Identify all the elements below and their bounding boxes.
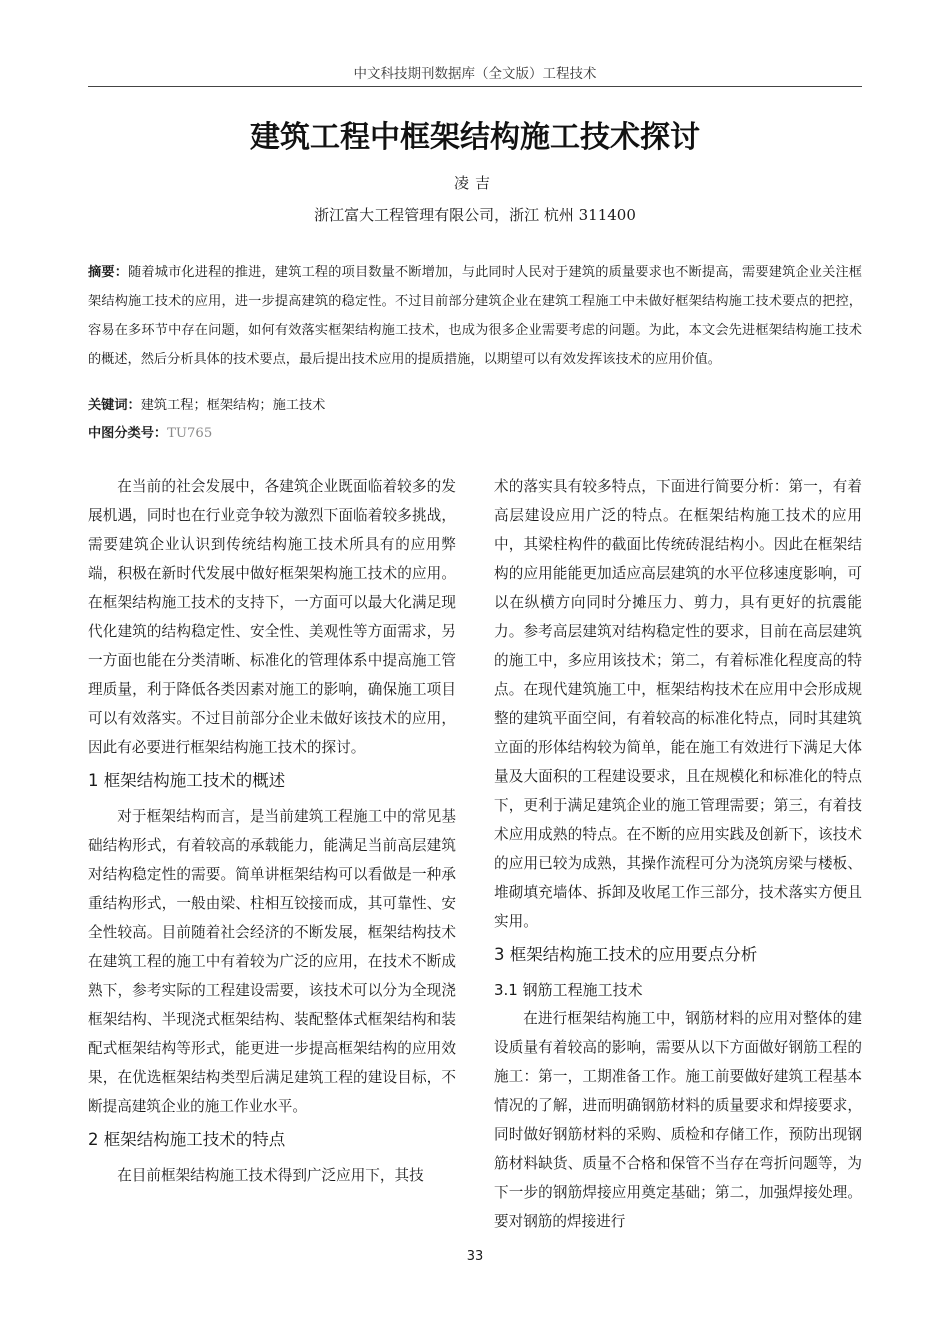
section-2-paragraph-cont: 术的落实具有较多特点，下面进行简要分析：第一，有着高层建设应用广泛的特点。在框架结构施工技术的应用中，其梁柱构件的截面比传统砖混结构小。因此在框架结构的应用能能更加适应高层建筑的水平位移速度影响，可以在纵横方向同时分摊压力、剪力，具有更好的抗震能力。参考高层建筑对结构稳定性的要求，目前在高层建筑的施工中，多应用该技术；第二，有着标准化程度高的特点。在现代建筑施工中，框架结构技术在应用中会形成规整的建筑平面空间，有着较高的标准化特点，同时其建筑立面的形体结构较为简单，能在施工有效进行下满足大体量及大面积的工程建设要求，且在规模化和标准化的特点下，更利于满足建筑企业的施工管理需要；第三，有着技术应用成熟的特点。在不断的应用实践及创新下，该技术的应用已较为成熟，其操作流程可分为浇筑房梁与楼板、堆砌填充墙体、拆卸及收尾工作三部分，技术落实方便且实用。	[494, 478, 862, 930]
page-number: 33	[466, 1249, 484, 1264]
keywords-line	[88, 394, 325, 413]
keywords-text: 建筑工程；框架结构；施工技术	[140, 398, 326, 413]
abstract-text: 随着城市化进程的推进，建筑工程的项目数量不断增加，与此同时人民对于建筑的质量要求也不断提高，需要建筑企业关注框架结构施工技术的应用，进一步提高建筑的稳定性。不过目前部分建筑企业在建筑工程施工中未做好框架结构施工技术要点的把控，容易在多环节中存在问题，如何有效落实框架结构施工技术，也成为很多企业需要考虑的问题。为此，本文会先进框架结构施工技术的概述，然后分析具体的技术要点，最后提出技术应用的提质措施，以期望可以有效发挥该技术的应用价值。	[88, 265, 862, 367]
article-title: 建筑工程中框架结构施工技术探讨	[250, 120, 700, 155]
abstract-block	[88, 258, 862, 374]
abstract-label: 摘要：	[88, 265, 129, 280]
section-2-heading: 2 框架结构施工技术的特点	[88, 1130, 286, 1149]
section-3-1-heading: 3.1 钢筋工程施工技术	[494, 981, 643, 999]
section-2-paragraph-start: 在目前框架结构施工技术得到广泛应用下，其技	[117, 1167, 424, 1184]
section-3-1-paragraph: 在进行框架结构施工中，钢筋材料的应用对整体的建设质量有着较高的影响，需要从以下方面做好钢筋工程的施工：第一，工期准备工作。施工前要做好建筑工程基本情况的了解，进而明确钢筋材料的质量要求和焊接要求，同时做好钢筋材料的采购、质检和存储工作，预防出现钢筋材料缺货、质量不合格和保管不当存在弯折问题等，为下一步的钢筋焊接应用奠定基础；第二，加强焊接处理。要对钢筋的焊接进行	[494, 1010, 862, 1230]
classification-code: TU765	[167, 426, 213, 441]
article-author: 凌吉	[453, 174, 496, 192]
journal-header: 中文科技期刊数据库（全文版）工程技术	[353, 66, 597, 82]
article-affiliation: 浙江富大工程管理有限公司，浙江 杭州 311400	[314, 206, 636, 224]
section-3-heading: 3 框架结构施工技术的应用要点分析	[494, 945, 758, 964]
intro-paragraph: 在当前的社会发展中，各建筑企业既面临着较多的发展机遇，同时也在行业竞争较为激烈下面临着较多挑战，需要建筑企业认识到传统结构施工技术所具有的应用弊端，积极在新时代发展中做好框架架构施工技术的应用。在框架结构施工技术的支持下，一方面可以最大化满足现代化建筑的结构稳定性、安全性、美观性等方面需求，另一方面也能在分类清晰、标准化的管理体系中提高施工管理质量，利于降低各类因素对施工的影响，确保施工项目可以有效落实。不过目前部分企业未做好该技术的应用，因此有必要进行框架结构施工技术的探讨。	[88, 478, 456, 756]
keywords-label: 关键词：	[88, 398, 141, 413]
classification-label: 中图分类号：	[88, 426, 168, 441]
body-column-left	[88, 472, 456, 1190]
section-1-heading: 1 框架结构施工技术的概述	[88, 771, 286, 790]
header-divider	[88, 86, 862, 87]
body-column-right	[494, 472, 862, 1236]
section-1-paragraph: 对于框架结构而言，是当前建筑工程施工中的常见基础结构形式，有着较高的承载能力，能满足当前高层建筑对结构稳定性的需要。简单讲框架结构可以看做是一种承重结构形式，一般由梁、柱相互铰接而成，其可靠性、安全性较高。目前随着社会经济的不断发展，框架结构技术在建筑工程的施工中有着较为广泛的应用，在技术不断成熟下，参考实际的工程建设需要，该技术可以分为全现浇框架结构、半现浇式框架结构、装配整体式框架结构和装配式框架结构等形式，能更进一步提高框架结构的应用效果，在优选框架结构类型后满足建筑工程的建设目标，不断提高建筑企业的施工作业水平。	[88, 808, 456, 1115]
classification-line	[88, 422, 212, 441]
